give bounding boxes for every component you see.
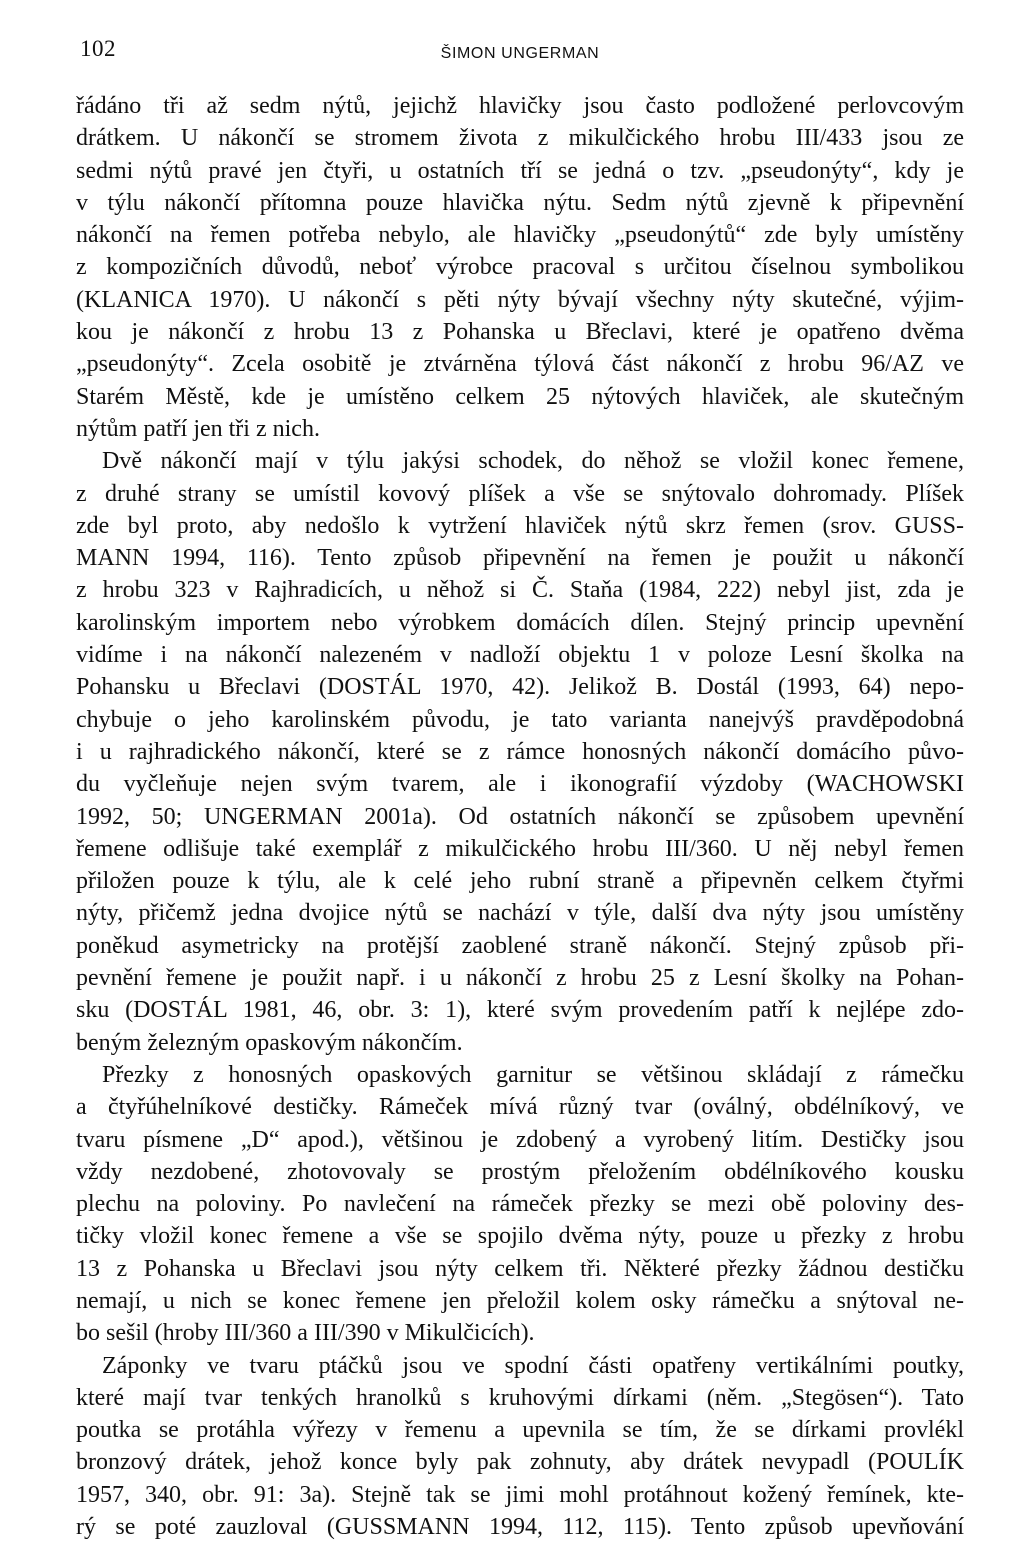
text-line: řádáno tři až sedm nýtů, jejichž hlavičky jsou často podložené perlovcovým [76, 93, 964, 119]
text-line: nákončí na řemen potřeba nebylo, ale hlavičky „pseudonýtů“ zde byly umístěny [76, 222, 964, 249]
page-header [76, 28, 964, 68]
text-line: v týlu nákončí přítomna pouze hlavička nýtu. Sedm nýtů zjevně k připevnění [76, 189, 964, 216]
text-line: i u rajhradického nákončí, které se z rámce honosných nákončí domácího půvo- [76, 738, 964, 765]
text-line: tičky vložil konec řemene a vše se spojilo dvěma nýty, pouze u přezky z hrobu [76, 1223, 964, 1250]
text-line: Pohansku u Břeclavi (DOSTÁL 1970, 42). Jelikož B. Dostál (1993, 64) nepo- [76, 674, 964, 701]
running-head: ŠIMON UNGERMAN [440, 45, 600, 62]
text-line: z kompozičních důvodů, neboť výrobce pracoval s určitou číselnou symbolikou [76, 254, 964, 281]
text-line: pevnění řemene je použit např. i u nákončí z hrobu 25 z Lesní školky na Pohan- [76, 965, 964, 992]
text-line: tvaru písmene „D“ apod.), většinou je zdobený a vyrobený litím. Destičky jsou [76, 1126, 964, 1153]
text-line: 1992, 50; UNGERMAN 2001a). Od ostatních nákončí se způsobem upevnění [76, 803, 964, 830]
text-line: které mají tvar tenkých hranolků s kruhovými dírkami (něm. „Stegösen“). Tato [76, 1384, 964, 1411]
text-line: bo sešil (hroby III/360 a III/390 v Mikulčicích). [76, 1320, 535, 1347]
text-line: sedmi nýtů pravé jen čtyři, u ostatních tří se jedná o tzv. „pseudonýty“, kdy je [76, 157, 964, 184]
page-number: 102 [80, 36, 116, 61]
text-line: nýty, přičemž jedna dvojice nýtů se nachází v týle, další dva nýty jsou umístěny [76, 900, 964, 927]
text-line: du vyčleňuje nejen svým tvarem, ale i ikonografií výzdoby (WACHOWSKI [76, 771, 964, 798]
text-line: plechu na poloviny. Po navlečení na rámeček přezky se mezi obě poloviny des- [76, 1191, 964, 1218]
text-line: kou je nákončí z hrobu 13 z Pohanska u Břeclavi, které je opatřeno dvěma [76, 319, 964, 346]
text-line: přiložen pouze k týlu, ale k celé jeho rubní straně a připevněn celkem čtyřmi [76, 868, 964, 895]
text-line: a čtyřúhelníkové destičky. Rámeček mívá různý tvar (oválný, obdélníkový, ve [76, 1094, 964, 1121]
text-line: 1957, 340, obr. 91: 3a). Stejně tak se jimi mohl protáhnout kožený řemínek, kte- [76, 1481, 964, 1508]
text-line: rý se poté zauzloval (GUSSMANN 1994, 112, 115). Tento způsob upevňování [76, 1514, 964, 1541]
text-line: chybuje o jeho karolinském původu, je tato varianta nanejvýš pravděpodobná [76, 706, 964, 733]
text-line: vždy nezdobené, zhotovovaly se prostým přeložením obdélníkového kousku [76, 1158, 964, 1185]
text-line: (KLANICA 1970). U nákončí s pěti nýty bývají všechny nýty skutečné, výjim- [76, 286, 964, 313]
text-line: nemají, u nich se konec řemene jen přeložil kolem osky rámečku a snýtoval ne- [76, 1287, 964, 1314]
text-line: beným železným opaskovým nákončím. [76, 1029, 463, 1056]
text-line: Starém Městě, kde je umístěno celkem 25 nýtových hlaviček, ale skutečným [76, 383, 964, 410]
paragraph-start-line: Dvě nákončí mají v týlu jakýsi schodek, do něhož se vložil konec řemene, [102, 448, 964, 475]
text-line: MANN 1994, 116). Tento způsob připevnění na řemen je použit u nákončí [76, 545, 964, 572]
text-line: poněkud asymetricky na protější zaoblené straně nákončí. Stejný způsob při- [76, 932, 964, 959]
paragraph-start-line: Záponky ve tvaru ptáčků jsou ve spodní části opatřeny vertikálními poutky, [102, 1352, 964, 1379]
text-line: 13 z Pohanska u Břeclavi jsou nýty celkem tři. Některé přezky žádnou destičku [76, 1255, 964, 1282]
text-line: řemene odlišuje také exemplář z mikulčického hrobu III/360. U něj nebyl řemen [76, 835, 964, 862]
paragraph-start-line: Přezky z honosných opaskových garnitur se většinou skládají z rámečku [102, 1061, 964, 1088]
text-line: drátkem. U nákončí se stromem života z mikulčického hrobu III/433 jsou ze [76, 125, 964, 152]
text-line: poutka se protáhla výřezy v řemenu a upevnila se tím, že se dírkami provlékl [76, 1417, 964, 1444]
text-line: zde byl proto, aby nedošlo k vytržení hlaviček nýtů skrz řemen (srov. GUSS- [76, 512, 964, 539]
text-line: z druhé strany se umístil kovový plíšek a vše se snýtovalo dohromady. Plíšek [76, 480, 964, 507]
text-line: z hrobu 323 v Rajhradicích, u něhož si Č. Staňa (1984, 222) nebyl jist, zda je [76, 577, 964, 604]
text-line: vidíme i na nákončí nalezeném v nadloží objektu 1 v poloze Lesní školka na [76, 642, 964, 669]
text-line: bronzový drátek, jehož konce byly pak zohnuty, aby drátek nevypadl (POULÍK [76, 1449, 964, 1476]
body-text [76, 90, 964, 1543]
text-line: nýtům patří jen tři z nich. [76, 415, 320, 442]
text-line: sku (DOSTÁL 1981, 46, obr. 3: 1), které svým provedením patří k nejlépe zdo- [76, 997, 964, 1024]
text-line: „pseudonýty“. Zcela osobitě je ztvárněna týlová část nákončí z hrobu 96/AZ ve [76, 351, 964, 378]
text-line: karolinským importem nebo výrobkem domácích dílen. Stejný princip upevnění [76, 609, 964, 636]
document-page [76, 28, 964, 1541]
